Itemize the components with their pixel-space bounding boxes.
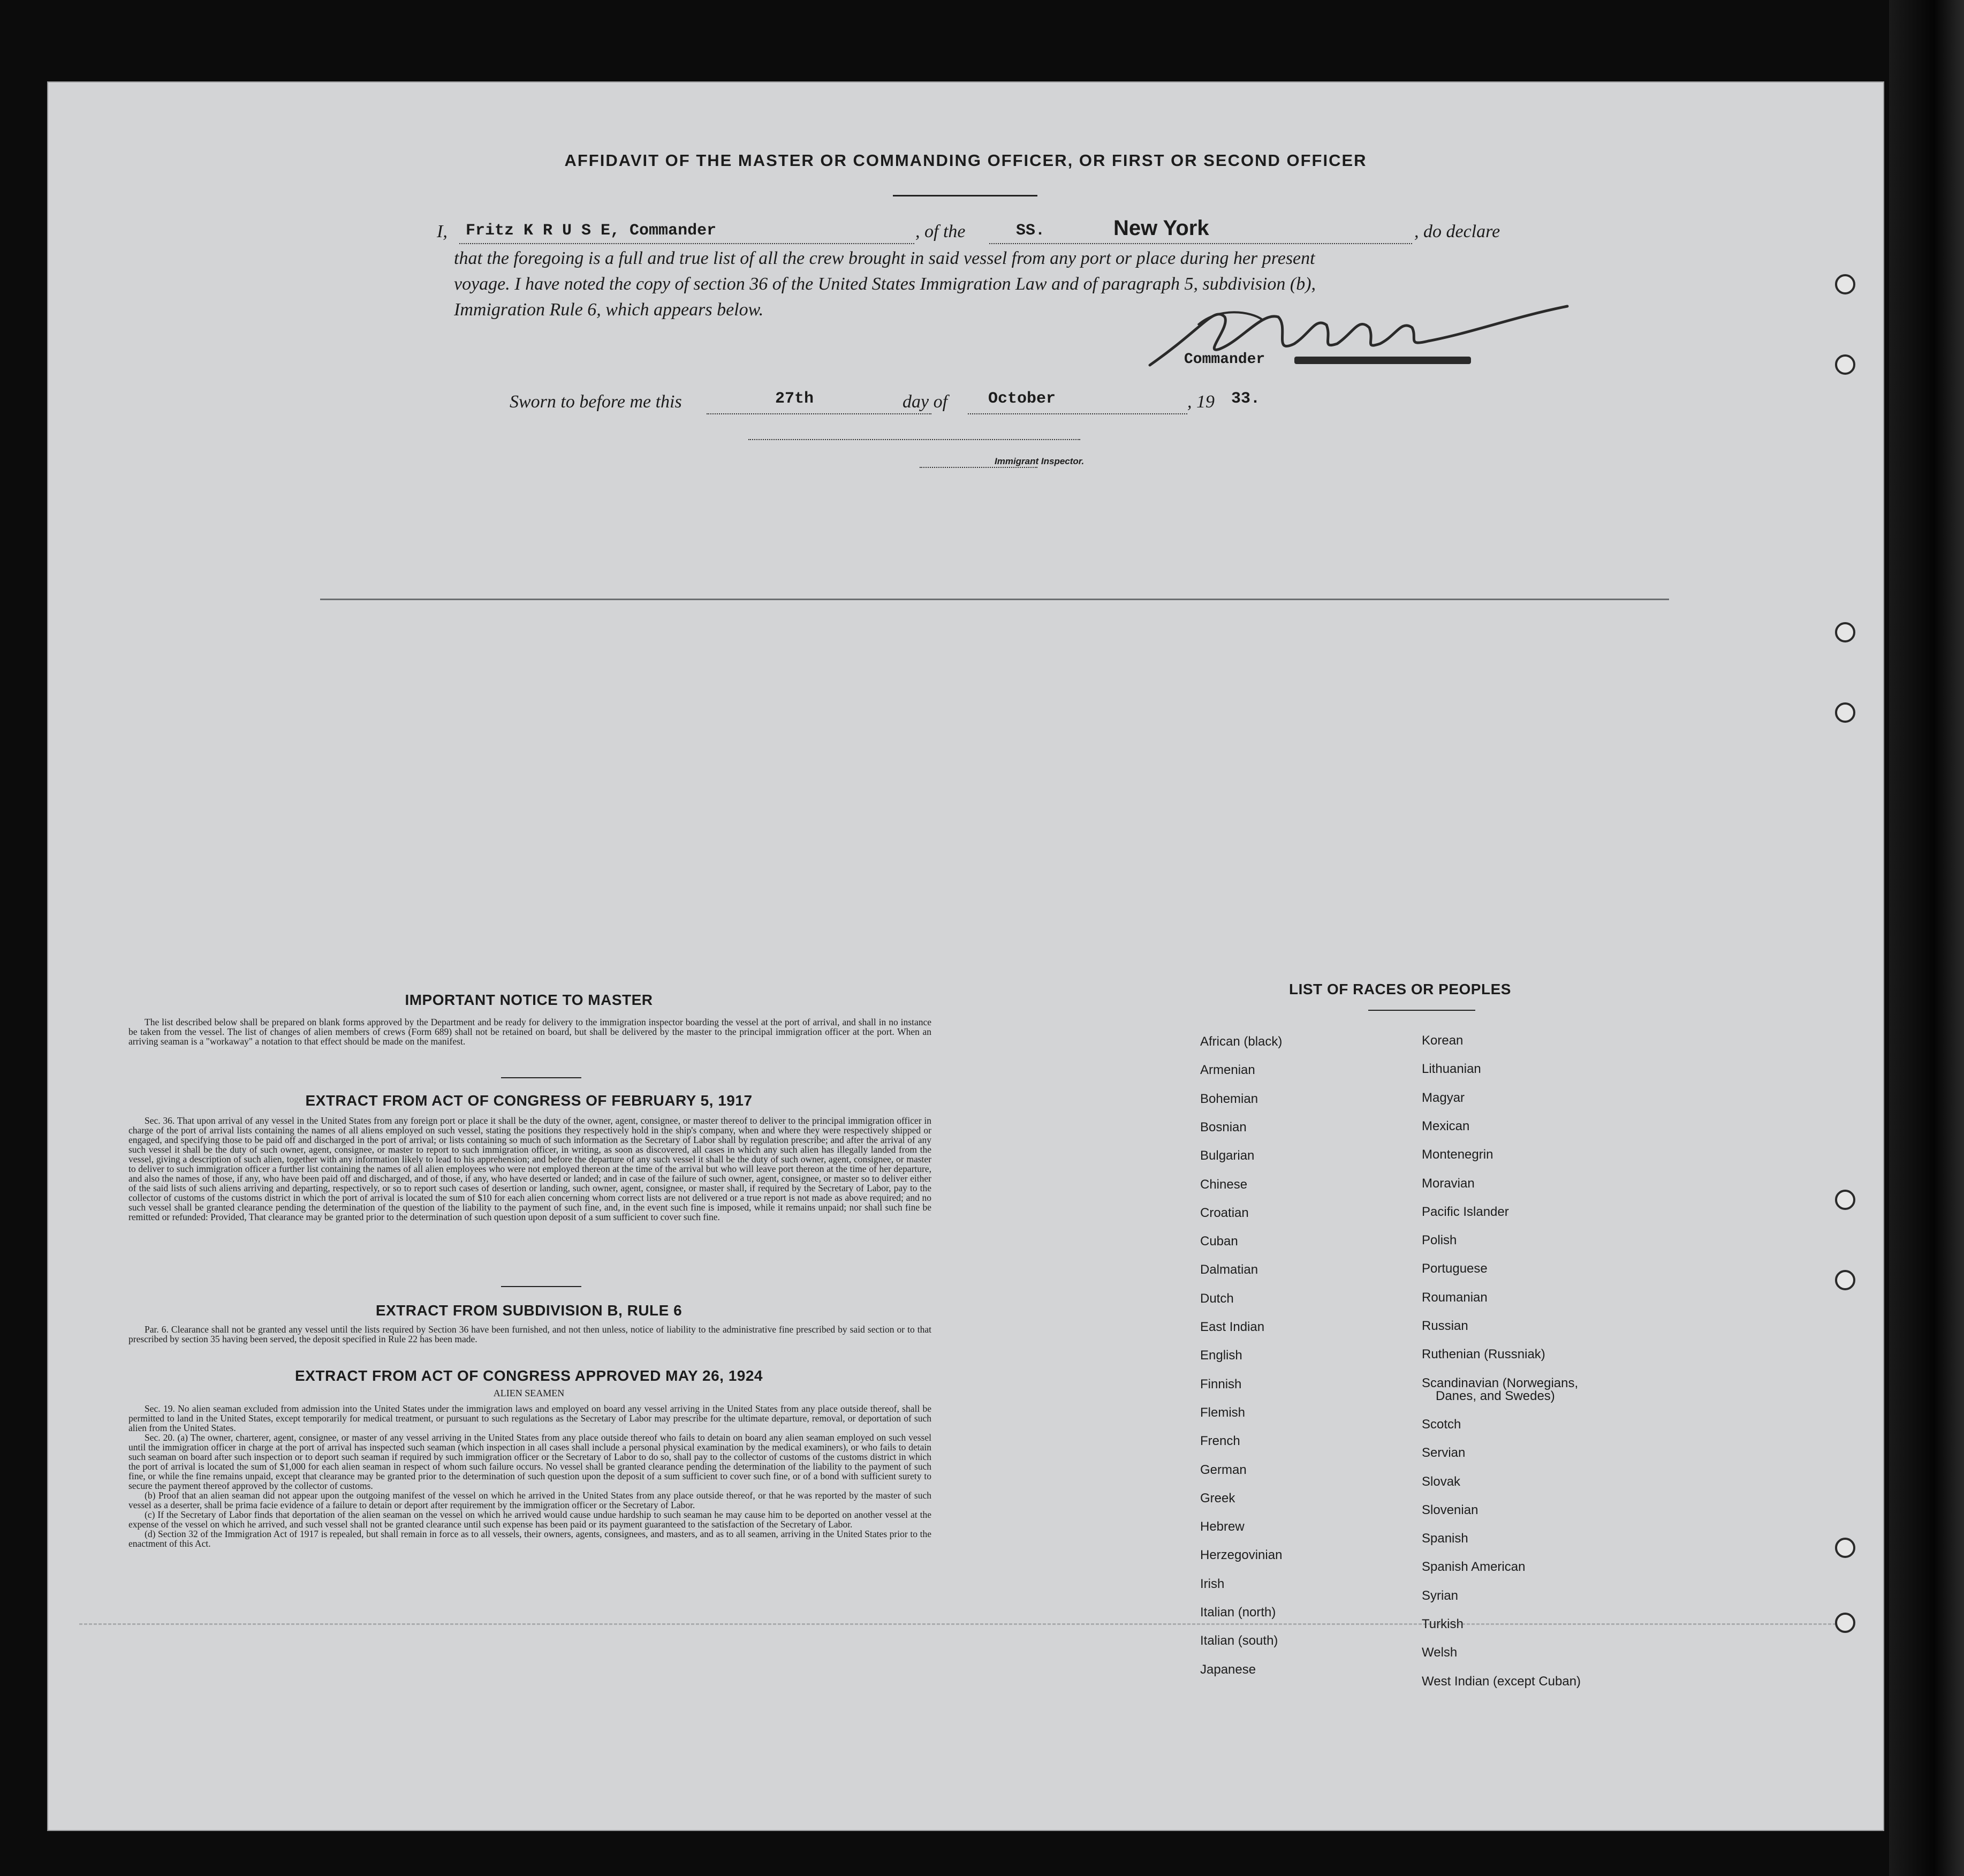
inspector-dotline xyxy=(920,467,1037,468)
race-item: Danes, and Swedes) xyxy=(1436,1388,1555,1403)
declaration-line-4: Immigration Rule 6, which appears below. xyxy=(454,300,764,320)
bleed-through-rule xyxy=(320,599,1669,600)
vessel-name: New York xyxy=(1113,216,1209,240)
race-item: Cuban xyxy=(1200,1234,1238,1249)
race-item: Croatian xyxy=(1200,1205,1249,1220)
extract-rule6-title: EXTRACT FROM SUBDIVISION B, RULE 6 xyxy=(375,1302,683,1319)
extract-1924-sec20b: (b) Proof that an alien seaman did not appear upon the outgoing manifest of the vessel on which he arrived in the United States from any place outside thereof, or that he was reported by the master of such vessel as a deserter, shall be prima facie evidence of a failure to detain or deport after requirement by the immigration officer or the Secretary of Labor. xyxy=(128,1490,931,1510)
races-title: LIST OF RACES OR PEOPLES xyxy=(1289,981,1511,997)
extract-1924-sec20c: (c) If the Secretary of Labor finds that deportation of the alien seaman on the vessel on which he arrived would cause undue hardship to such seaman he may cause him to be deported on another vessel at the expense of the vessel on which he arrived, and such vessel shall not be granted clearance until such expense has been paid or its payment guaranteed to the satisfaction of the Secretary of Labor. xyxy=(128,1509,931,1530)
extract-1917-title: EXTRACT FROM ACT OF CONGRESS OF FEBRUARY 5, 1917 xyxy=(305,1092,753,1109)
race-item: Pacific Islander xyxy=(1422,1204,1509,1219)
declarant-prefix: I, xyxy=(437,222,448,241)
title-rule xyxy=(893,195,1037,196)
notice-title: IMPORTANT NOTICE TO MASTER xyxy=(405,992,653,1008)
notice-text: The list described below shall be prepared on blank forms approved by the Department and be ready for delivery to the immigration inspector boarding the vessel at the port of arrival, and shall in no instance be taken from the vessel. The list of changes of alien members of crews (Form 689) shall not be retained on board, but shall be delivered by the master to the principal immigration officer at the port. When an arriving seaman is a "workaway" a notation to that effect should be made on the manifest. xyxy=(128,1017,931,1047)
race-item: Roumanian xyxy=(1422,1290,1488,1305)
extract-1924-sec20d: (d) Section 32 of the Immigration Act of 1917 is repealed, but shall remain in force as to all vessels, their owners, agents, consignees, and masters, and as to all seamen, arriving in the United States prior to the enactment of this Act. xyxy=(128,1529,931,1549)
race-item: Dalmatian xyxy=(1200,1262,1258,1277)
race-item: Chinese xyxy=(1200,1177,1248,1192)
year-prefix: , 19 xyxy=(1187,392,1215,412)
declarant-line xyxy=(459,243,914,244)
day-of-text: day of xyxy=(903,392,948,412)
race-item: Armenian xyxy=(1200,1063,1255,1078)
races-rule xyxy=(1368,1010,1475,1011)
race-item: Syrian xyxy=(1422,1588,1459,1603)
race-item: Russian xyxy=(1422,1319,1468,1333)
race-item: African (black) xyxy=(1200,1034,1283,1049)
extract-rule6-text: Par. 6. Clearance shall not be granted any vessel until the lists required by Section 36 have been furnished, and not then unless, notice of liability to the administrative fine prescribed by said section or to that prescribed by section 35 having been served, the deposit specified in Rule 22 has been made. xyxy=(128,1324,931,1344)
document-page xyxy=(47,81,1884,1831)
race-item: Ruthenian (Russniak) xyxy=(1422,1347,1545,1362)
race-item: Portuguese xyxy=(1422,1261,1488,1276)
month-line xyxy=(968,413,1187,414)
race-item: Slovenian xyxy=(1422,1502,1478,1517)
race-item: Bohemian xyxy=(1200,1091,1258,1106)
inspector-signature-line xyxy=(748,439,1080,440)
race-item: Herzegovinian xyxy=(1200,1548,1283,1563)
do-declare-text: , do declare xyxy=(1414,222,1500,241)
race-item: English xyxy=(1200,1348,1242,1363)
divider-1 xyxy=(501,1077,581,1078)
race-item: Lithuanian xyxy=(1422,1062,1481,1077)
race-item: Bulgarian xyxy=(1200,1148,1255,1163)
race-item: Finnish xyxy=(1200,1376,1242,1391)
sworn-prefix: Sworn to before me this xyxy=(510,392,682,412)
race-item: Irish xyxy=(1200,1576,1225,1591)
race-item: Spanish American xyxy=(1422,1560,1526,1575)
race-item: Italian (south) xyxy=(1200,1633,1278,1648)
race-item: Mexican xyxy=(1422,1118,1470,1133)
declaration-line-2: that the foregoing is a full and true list of all the crew brought in said vessel from any port or place during her present xyxy=(454,248,1315,268)
race-item: Montenegrin xyxy=(1422,1147,1493,1162)
race-item: Welsh xyxy=(1422,1645,1458,1660)
divider-2 xyxy=(501,1286,581,1287)
race-item: Flemish xyxy=(1200,1405,1246,1420)
race-item: Italian (north) xyxy=(1200,1605,1276,1620)
inspector-label: Immigrant Inspector. xyxy=(995,456,1085,466)
extract-1917-block xyxy=(128,1116,931,1222)
race-item: Servian xyxy=(1422,1446,1466,1461)
scan-dark-edge xyxy=(1889,0,1964,1876)
declarant-name: Fritz K R U S E, Commander xyxy=(466,222,717,240)
notice-text-block xyxy=(128,1017,931,1046)
binder-hole xyxy=(1835,1538,1855,1558)
race-item: Hebrew xyxy=(1200,1519,1245,1534)
race-item: Scandinavian (Norwegians, xyxy=(1422,1375,1579,1390)
extract-1924-title: EXTRACT FROM ACT OF CONGRESS APPROVED MAY 26, 1924 xyxy=(295,1367,763,1384)
sworn-day: 27th xyxy=(775,390,814,408)
binder-hole xyxy=(1835,702,1855,723)
vessel-prefix: SS. xyxy=(1016,222,1045,240)
year-suffix: 33. xyxy=(1231,390,1261,408)
declaration-line-3: voyage. I have noted the copy of section 36 of the United States Immigration Law and of paragraph 5, subdivision (b), xyxy=(454,274,1316,294)
race-item: East Indian xyxy=(1200,1320,1265,1334)
race-item: Spanish xyxy=(1422,1531,1468,1546)
affidavit-title: AFFIDAVIT OF THE MASTER OR COMMANDING OFFICER, OR FIRST OR SECOND OFFICER xyxy=(564,151,1367,170)
extract-1924-subtitle: ALIEN SEAMEN xyxy=(493,1388,565,1398)
race-item: Magyar xyxy=(1422,1090,1465,1105)
race-item: Bosnian xyxy=(1200,1119,1247,1134)
race-item: Moravian xyxy=(1422,1176,1475,1191)
binder-hole xyxy=(1835,274,1855,294)
race-item: Japanese xyxy=(1200,1662,1256,1677)
vessel-line xyxy=(989,243,1412,244)
race-item: French xyxy=(1200,1434,1240,1449)
race-item: German xyxy=(1200,1462,1247,1477)
race-item: Turkish xyxy=(1422,1617,1463,1631)
extract-1924-sec20a: Sec. 20. (a) The owner, charterer, agent, consignee, or master of any vessel arriving in the United States from any place outside thereof who fails to detain on board any alien seaman employed on such vessel until the immigration officer in charge at the port of arrival has inspected such seaman (which inspection in all cases shall include a personal physical examination by the medical examiners), or who fails to detain such seaman on board after such inspection or to deport such seaman if required by such immigration officer or the Secretary of Labor to do so, shall pay to the collector of customs of the customs district in which the port of arrival is located the sum of $1,000 for each alien seaman in respect of whom such failure occurs. No vessel shall be granted clearance pending the determination of the liability to the payment of such fine, or while the fine remains unpaid, except that clearance may be granted prior to the determination of such question upon the deposit of a sum sufficient to cover such fine, or of a bond with sufficient surety to secure the payment thereof approved by the collector of customs. xyxy=(128,1432,931,1491)
binder-hole xyxy=(1835,1613,1855,1633)
race-item: Slovak xyxy=(1422,1474,1461,1489)
race-item: Korean xyxy=(1422,1033,1463,1048)
extract-rule6-block xyxy=(128,1325,931,1344)
extract-1924-sec19: Sec. 19. No alien seaman excluded from admission into the United States under the immigration laws and employed on board any vessel arriving in the United States from any place outside thereof, shall be permitted to land in the United States, except temporarily for medical treatment, or pursuant to such regulations as the Secretary of Labor may prescribe for the ultimate departure, removal, or deportation of such alien from the United States. xyxy=(128,1403,931,1433)
struck-out-text xyxy=(1294,357,1471,364)
race-item: West Indian (except Cuban) xyxy=(1422,1674,1581,1689)
race-item: Greek xyxy=(1200,1491,1235,1506)
binder-hole xyxy=(1835,354,1855,375)
day-line xyxy=(707,413,931,414)
binder-hole xyxy=(1835,1270,1855,1290)
race-item: Dutch xyxy=(1200,1291,1234,1306)
signature-title: Commander xyxy=(1184,351,1265,368)
extract-1924-block xyxy=(128,1404,931,1548)
bleed-through-dash xyxy=(79,1623,1846,1628)
race-item: Scotch xyxy=(1422,1417,1461,1432)
of-the-text: , of the xyxy=(915,222,966,241)
binder-hole xyxy=(1835,622,1855,642)
sworn-month: October xyxy=(988,390,1056,408)
binder-hole xyxy=(1835,1190,1855,1210)
extract-1917-text: Sec. 36. That upon arrival of any vessel in the United States from any foreign port or place it shall be the duty of the owner, agent, consignee, or master thereof to deliver to the principal immigration officer in charge of the port of arrival lists containing the names of all aliens employed on such vessel, stating the positions they respectively hold in the ship's company, when and where they were respectively shipped or engaged, and specifying those to be paid off and discharged in the port of arrival; or lists containing so much of such information as the Secretary of Labor shall by regulation prescribe; and after the arrival of any such vessel it shall be the duty of such owner, agent, consignee, or master to report to such immigration officer, in writing, as soon as discovered, all cases in which any such alien has illegally landed from the vessel, giving a description of such alien, together with any information likely to lead to his apprehension; and before the departure of any such vessel it shall be the duty of such owner, agent, consignee, or master to deliver to such immigration officer a further list containing the names of all alien employees who were not employed thereon at the time of the arrival but who will leave port thereon at the time of her departure, and also the names of those, if any, who have been paid off and discharged, and of those, if any, who have deserted or landed; and in case of the failure of such owner, agent, consignee, or master so to deliver either of the said lists of such aliens arriving and departing, respectively, or so to report such cases of desertion or landing, such owner, agent, consignee, or master shall, if required by the Secretary of Labor, pay to the collector of customs of the customs district in which the port of arrival is located the sum of $10 for each alien concerning whom correct lists are not delivered or a true report is not made as above required; and no such vessel shall be granted clearance pending the determination of the question of the liability to the payment of such fine, and, in the event such fine is imposed, while it remains unpaid; nor shall such fine be remitted or refunded: Provided, That clearance may be granted prior to the determination of such question upon deposit of a sum sufficient to cover such fine. xyxy=(128,1115,931,1222)
race-item: Polish xyxy=(1422,1233,1457,1248)
